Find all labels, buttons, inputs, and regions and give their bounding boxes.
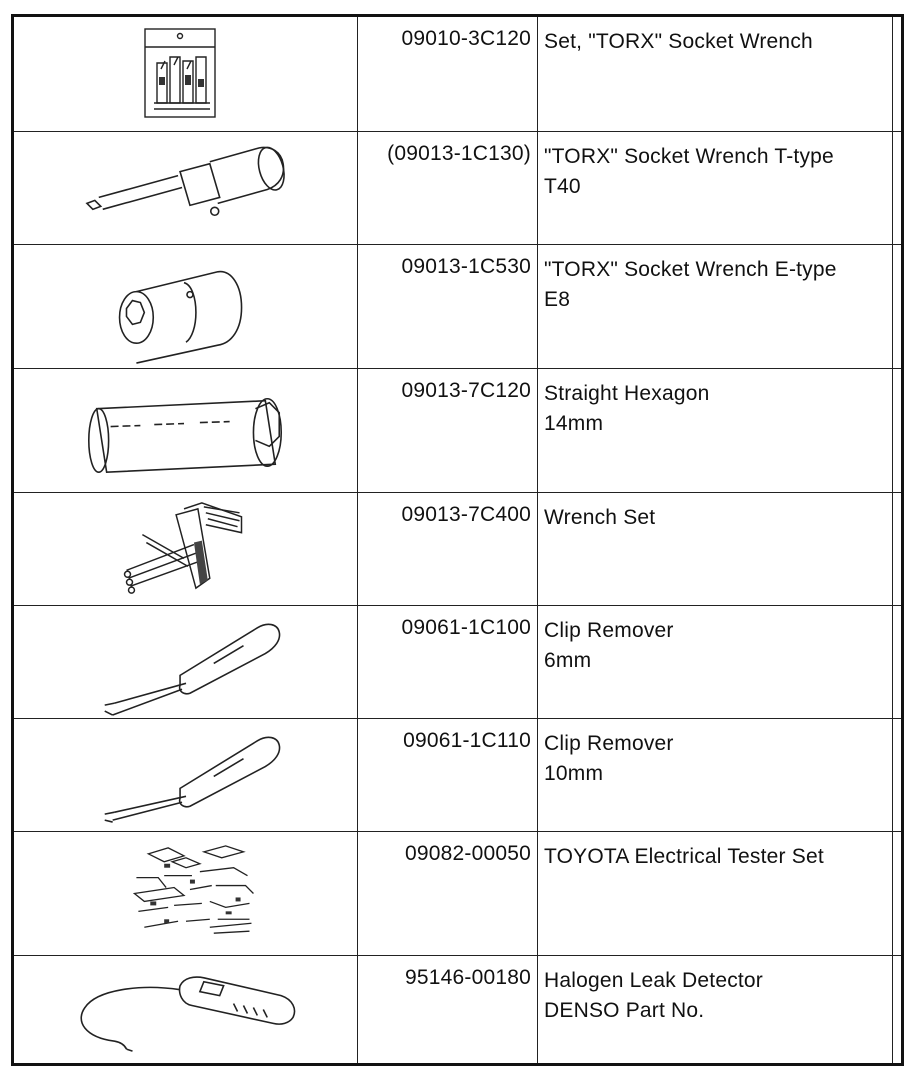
- tool-name: Set, "TORX" Socket Wrench: [544, 30, 813, 53]
- blank-cell: [893, 132, 901, 244]
- image-cell: [14, 369, 358, 492]
- blank-cell: [893, 245, 901, 368]
- part-number-cell: [358, 245, 538, 368]
- blank-cell: [893, 17, 901, 131]
- part-number: 09061-1C110: [403, 729, 531, 752]
- table-row: [14, 492, 901, 605]
- table-row: [14, 131, 901, 244]
- part-number: 09013-7C120: [401, 379, 531, 402]
- tool-name-cell: [538, 956, 893, 1063]
- t-type-socket-icon: [14, 132, 358, 244]
- blank-cell: [893, 369, 901, 492]
- part-number: 09013-1C530: [401, 255, 531, 278]
- tool-name: Straight Hexagon: [544, 382, 710, 405]
- tool-name-cell: [538, 245, 893, 368]
- table-row: [14, 955, 901, 1063]
- hexagon-socket-icon: [14, 369, 358, 492]
- e-type-socket-icon: [14, 245, 358, 368]
- blank-cell: [893, 719, 901, 831]
- part-number-cell: [358, 956, 538, 1063]
- tool-name: "TORX" Socket Wrench T-type: [544, 145, 834, 168]
- tool-size: T40: [544, 175, 581, 198]
- image-cell: [14, 493, 358, 605]
- part-number-cell: [358, 719, 538, 831]
- tool-size: 14mm: [544, 412, 604, 435]
- torx-socket-set-icon: [14, 17, 358, 131]
- part-number-cell: [358, 493, 538, 605]
- image-cell: [14, 606, 358, 718]
- tool-note: DENSO Part No.: [544, 999, 705, 1022]
- leak-detector-icon: [14, 956, 358, 1063]
- tool-name: Clip Remover: [544, 619, 674, 642]
- table-row: [14, 244, 901, 368]
- clip-remover-icon: [14, 606, 358, 718]
- tester-set-icon: [14, 832, 358, 955]
- part-number-cell: [358, 369, 538, 492]
- tool-size: 10mm: [544, 762, 604, 785]
- clip-remover-icon: [14, 719, 358, 831]
- hex-key-set-icon: [14, 493, 358, 605]
- tool-size: E8: [544, 288, 571, 311]
- tool-size: 6mm: [544, 649, 592, 672]
- tool-name-cell: [538, 719, 893, 831]
- part-number: 95146-00180: [405, 966, 531, 989]
- tool-name: Halogen Leak Detector: [544, 969, 763, 992]
- tool-name-cell: [538, 493, 893, 605]
- part-number: 09061-1C100: [401, 616, 531, 639]
- tool-name: "TORX" Socket Wrench E-type: [544, 258, 837, 281]
- tool-name-cell: [538, 132, 893, 244]
- table-row: [14, 368, 901, 492]
- tool-name-cell: [538, 606, 893, 718]
- part-number: 09010-3C120: [401, 27, 531, 50]
- part-number-cell: [358, 832, 538, 955]
- table-row: [14, 605, 901, 718]
- part-number-cell: [358, 132, 538, 244]
- tool-name-cell: [538, 369, 893, 492]
- blank-cell: [893, 606, 901, 718]
- table-row: [14, 17, 901, 131]
- table-row: [14, 831, 901, 955]
- part-number: 09082-00050: [405, 842, 531, 865]
- image-cell: [14, 719, 358, 831]
- tool-table: [11, 14, 904, 1066]
- blank-cell: [893, 832, 901, 955]
- part-number-cell: [358, 606, 538, 718]
- part-number: 09013-7C400: [401, 503, 531, 526]
- tool-name: TOYOTA Electrical Tester Set: [544, 845, 824, 868]
- part-number: (09013-1C130): [387, 142, 531, 165]
- image-cell: [14, 832, 358, 955]
- tool-name: Clip Remover: [544, 732, 674, 755]
- tool-name-cell: [538, 17, 893, 131]
- image-cell: [14, 245, 358, 368]
- tool-name-cell: [538, 832, 893, 955]
- part-number-cell: [358, 17, 538, 131]
- image-cell: [14, 17, 358, 131]
- image-cell: [14, 956, 358, 1063]
- blank-cell: [893, 493, 901, 605]
- table-row: [14, 718, 901, 831]
- blank-cell: [893, 956, 901, 1063]
- tool-name: Wrench Set: [544, 506, 656, 529]
- image-cell: [14, 132, 358, 244]
